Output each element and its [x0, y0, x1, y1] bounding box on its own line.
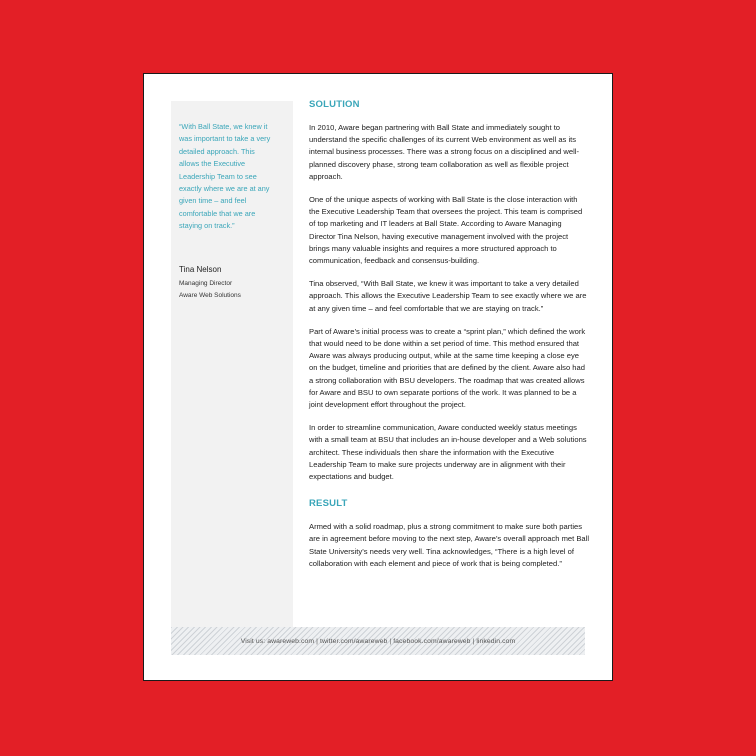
pull-quote: “With Ball State, we knew it was important to take a very detailed approach. This allows the Executive Leadership Team to see exactly where we are at any given time – and feel comfortable that we are staying on track.”: [179, 122, 271, 231]
quote-author-role: Managing Director: [179, 280, 233, 287]
document-page: [143, 73, 613, 681]
sidebar-panel: [171, 101, 293, 629]
solution-paragraph: Part of Aware’s initial process was to create a “sprint plan,” which defined the work that would need to be done within a set period of time. This method ensured that Aware was always producing output, while at the same time keeping a close eye on the budget, timeline and priorities that are defined by the client. Aware also had a strong collaboration with BSU developers. The roadmap that was created allows for Aware and BSU to own separate portions of the work. It was planned to be a joint development effort throughout the project.: [309, 326, 586, 410]
solution-paragraph: In order to streamline communication, Aware conducted weekly status meetings with a small team at BSU that includes an in-house developer and a Web solutions architect. These individuals then share the information with the Executive Leadership Team to make sure projects underway are in alignment with their expectations and budget.: [309, 423, 587, 482]
solution-paragraph: Tina observed, “With Ball State, we knew it was important to take a very detailed approach. This allows the Executive Leadership Team to see exactly where we are at any given time – and feel comfortable that we are staying on track.”: [309, 279, 587, 313]
solution-paragraph: In 2010, Aware began partnering with Ball State and immediately sought to understand the specific challenges of its current Web environment as well as its internal business processes. There was a strong focus on a disciplined and well-planned discovery phase, strong team collaboration as well as flexible project approach.: [309, 123, 580, 181]
solution-paragraph: One of the unique aspects of working with Ball State is the close interaction with the Executive Leadership Team that oversees the project. This team is comprised of top marketing and IT leaders at Ball State. According to Aware Managing Director Tina Nelson, having executive management involved with the project brings many valuable insights and requires a more structured approach to communication, feedback and consensus-building.: [309, 195, 583, 266]
quote-author-title: [179, 278, 241, 301]
quote-author-company: Aware Web Solutions: [179, 291, 241, 299]
result-paragraph: Armed with a solid roadmap, plus a strong commitment to make sure both parties are in agreement before moving to the next step, Aware’s overall approach met Ball State University’s needs very well. Tina acknowledges, “There is a high level of collaboration with each element and piece of work that is being completed.”: [309, 522, 590, 568]
result-heading: RESULT: [309, 498, 348, 510]
solution-heading: SOLUTION: [309, 99, 360, 110]
footer-links-text: Visit us: awareweb.com | twitter.com/awareweb | facebook.com/awareweb | linkedin.com: [240, 637, 516, 645]
quote-author-name: Tina Nelson: [179, 265, 222, 274]
main-content: [309, 98, 589, 570]
footer-bar: [171, 627, 585, 655]
